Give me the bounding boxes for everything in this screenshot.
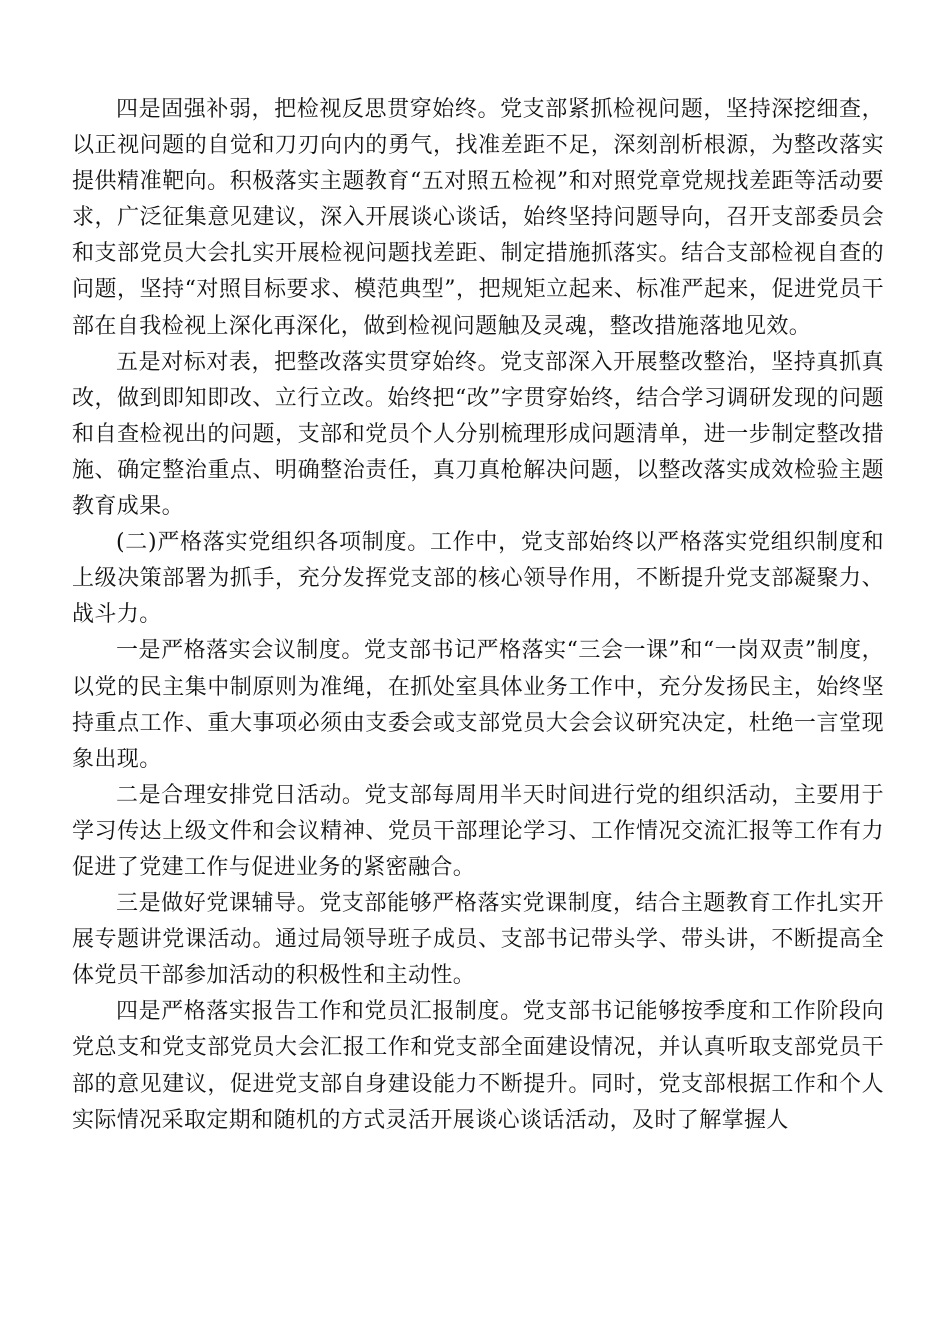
paragraph-rectification-reflection: 四是固强补弱，把检视反思贯穿始终。党支部紧抓检视问题，坚持深挖细查，以正视问题的自觉和刀刃向内的勇气，找准差距不足，深刻剖析根源，为整改落实提供精准靶向。积极落实主题教育“五对照五检视”和对照党章党规找差距等活动要求，广泛征集意见建议，深入开展谈心谈话，始终坚持问题导向，召开支部委员会和支部党员大会扎实开展检视问题找差距、制定措施抓落实。结合支部检视自查的问题，坚持“对照目标要求、模范典型”，把规矩立起来、标准严起来，促进党员干部在自我检视上深化再深化，做到检视问题触及灵魂，整改措施落地见效。 (72, 97, 884, 339)
paragraph-rectification-implementation: 五是对标对表，把整改落实贯穿始终。党支部深入开展整改整治，坚持真抓真改，做到即知即改、立行立改。始终把“改”字贯穿始终，结合学习调研发现的问题和自查检视出的问题，支部和党员个人分别梳理形成问题清单，进一步制定整改措施、确定整治重点、明确整治责任，真刀真枪解决问题，以整改落实成效检验主题教育成果。 (72, 349, 884, 520)
section-heading-party-systems: (二)严格落实党组织各项制度。工作中，党支部始终以严格落实党组织制度和上级决策部署为抓手，充分发挥党支部的核心领导作用，不断提升党支部凝聚力、战斗力。 (72, 530, 884, 628)
document-body (72, 92, 884, 1139)
paragraph-meeting-system: 一是严格落实会议制度。党支部书记严格落实“三会一课”和“一岗双责”制度，以党的民主集中制原则为准绳，在抓处室具体业务工作中，充分发扬民主，始终坚持重点工作、重大事项必须由支委会或支部党员大会会议研究决定，杜绝一言堂现象出现。 (72, 638, 884, 772)
paragraph-party-lectures: 三是做好党课辅导。党支部能够严格落实党课制度，结合主题教育工作扎实开展专题讲党课活动。通过局领导班子成员、支部书记带头学、带头讲，不断提高全体党员干部参加活动的积极性和主动性。 (72, 891, 884, 989)
paragraph-reporting-system: 四是严格落实报告工作和党员汇报制度。党支部书记能够按季度和工作阶段向党总支和党支部党员大会汇报工作和党支部全面建设情况，并认真听取支部党员干部的意见建议，促进党支部自身建设能力不断提升。同时，党支部根据工作和个人实际情况采取定期和随机的方式灵活开展谈心谈话活动，及时了解掌握人 (72, 999, 884, 1133)
paragraph-party-day-activities: 二是合理安排党日活动。党支部每周用半天时间进行党的组织活动，主要用于学习传达上级文件和会议精神、党员干部理论学习、工作情况交流汇报等工作有力促进了党建工作与促进业务的紧密融合。 (72, 782, 884, 880)
